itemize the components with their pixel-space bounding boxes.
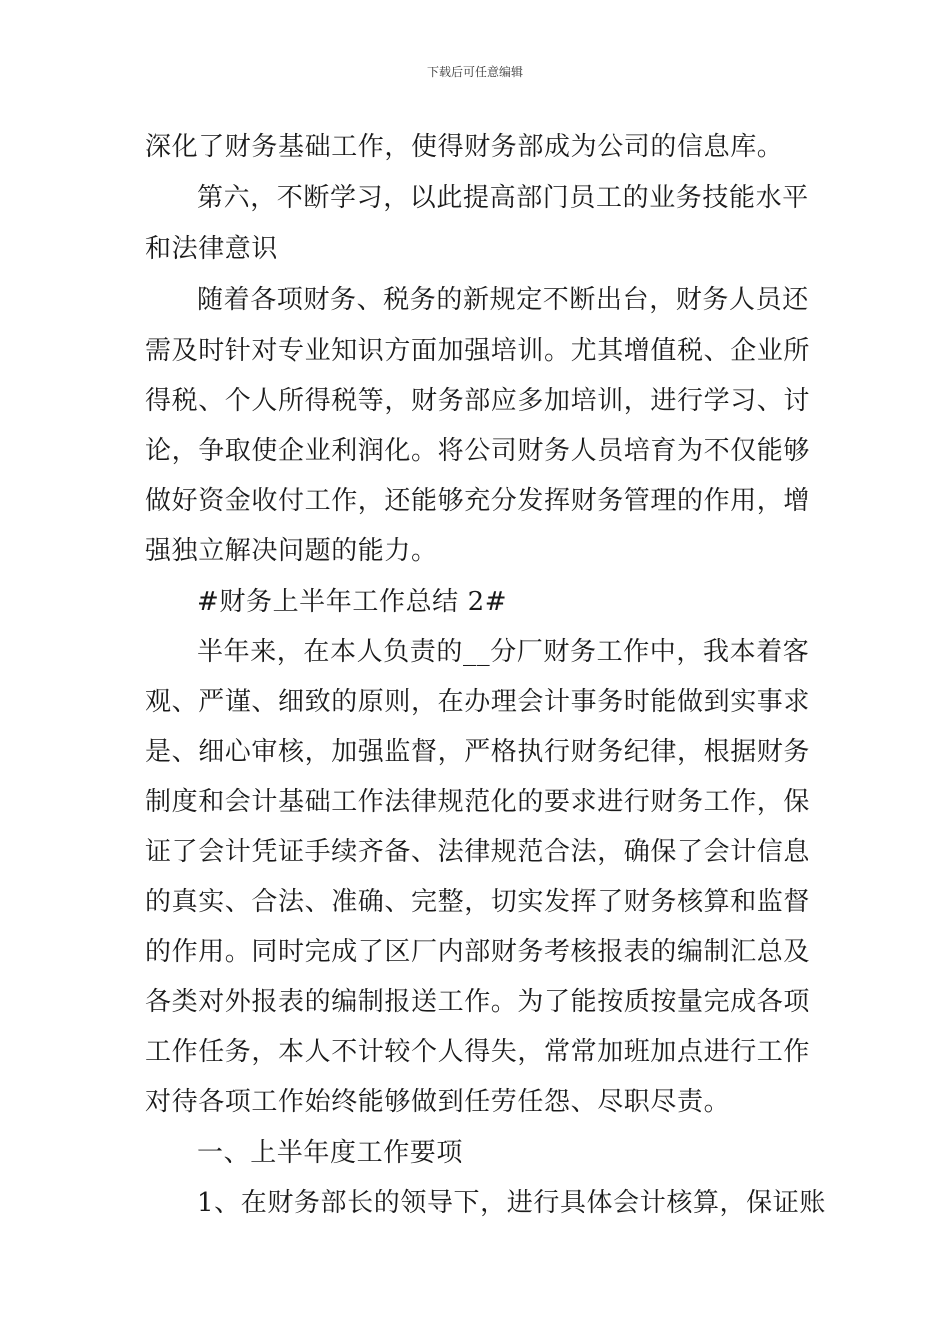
text-line: 的作用。同时完成了区厂内部财务考核报表的编制汇总及 [145,937,811,967]
text-line: 证了会计凭证手续齐备、法律规范合法，确保了会计信息 [145,837,811,867]
text-line: 随着各项财务、税务的新规定不断出台，财务人员还 [197,285,809,315]
text-line: 论，争取使企业利润化。将公司财务人员培育为不仅能够 [145,436,811,466]
text-line: 的真实、合法、准确、完整，切实发挥了财务核算和监督 [145,887,811,917]
text-line: 需及时针对专业知识方面加强培训。尤其增值税、企业所 [145,336,811,366]
text-line: 深化了财务基础工作，使得财务部成为公司的信息库。 [145,132,784,162]
text-line: 1、在财务部长的领导下，进行具体会计核算，保证账 [197,1188,826,1218]
text-line: 工作任务，本人不计较个人得失，常常加班加点进行工作 [145,1037,811,1067]
text-line: 和法律意识 [145,234,279,264]
text-line: 是、细心审核，加强监督，严格执行财务纪律，根据财务 [145,737,811,767]
text-line: 得税、个人所得税等，财务部应多加培训，进行学习、讨 [145,386,811,416]
text-line: 强独立解决问题的能力。 [145,536,438,566]
text-line: 对待各项工作始终能够做到任劳任怨、尽职尽责。 [145,1087,731,1117]
page-header: 下载后可任意编辑 [426,65,523,79]
text-line: 制度和会计基础工作法律规范化的要求进行财务工作，保 [145,787,811,817]
section-heading: #财务上半年工作总结 2# [197,587,508,617]
text-line: 第六，不断学习，以此提高部门员工的业务技能水平 [197,183,809,213]
text-line: 做好资金收付工作，还能够充分发挥财务管理的作用，增 [145,486,811,516]
text-line: 各类对外报表的编制报送工作。为了能按质按量完成各项 [145,987,811,1017]
text-line: 半年来，在本人负责的__分厂财务工作中，我本着客 [197,637,810,667]
section-heading: 一、上半年度工作要项 [197,1138,464,1168]
text-line: 观、严谨、细致的原则，在办理会计事务时能做到实事求 [145,687,811,717]
